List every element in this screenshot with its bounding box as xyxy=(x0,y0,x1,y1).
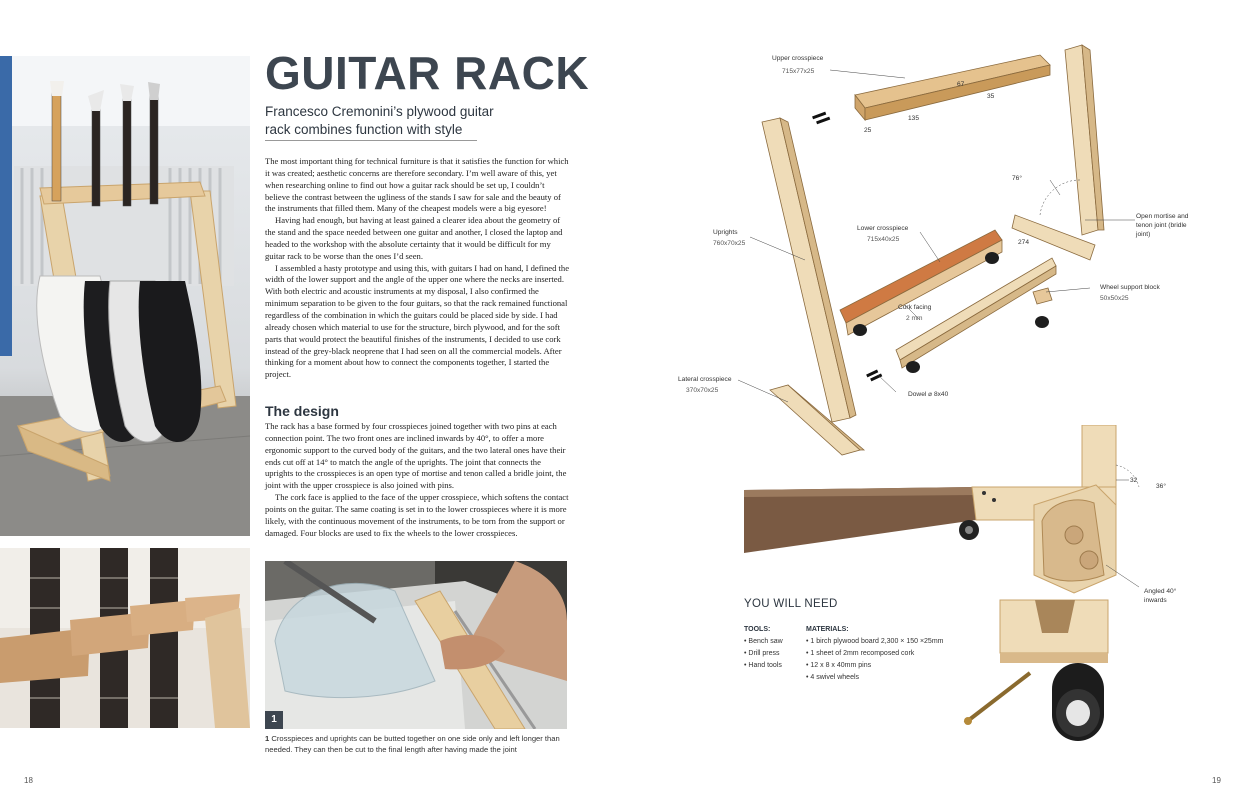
dim-67: 67 xyxy=(957,81,965,88)
paragraph: The rack has a base formed by four crosspieces joined together with two pins at each connection point. The two front ones are inclined inwards by 40°, to offer a more ergonomic support to the curved body of the guitars, and the two lateral ones have their ends cut off at 14° to match the angle of the uprights. The joint that connects the uprights to the crosspieces is an open type of mortise and tenon called a bridle joint, the joint with the upper crosspiece is also joined with pins. xyxy=(265,421,567,491)
guitar-necks-photo xyxy=(0,548,250,728)
dim-135: 135 xyxy=(908,115,920,122)
wheel xyxy=(906,361,920,373)
label-dim: 50x50x25 xyxy=(1100,295,1129,302)
label-angled: Angled 40° inwards xyxy=(1144,588,1177,604)
materials-heading: MATERIALS: xyxy=(806,626,849,633)
wheel xyxy=(853,324,867,336)
article-title: GUITAR RACK xyxy=(265,47,590,99)
label-dowel: Dowel ⌀ 8x40 xyxy=(908,391,949,398)
you-will-need-title: YOU WILL NEED xyxy=(744,598,838,610)
paragraph: Having had enough, but having at least gained a clearer idea about the geometry of the stand and the space needed between one guitar and another, I closed the laptop and headed to the workshop with the absolute certainty that it would be difficult for my guitar rack to be worse than the ones I’d seen. xyxy=(265,215,563,261)
tool-item: • Drill press xyxy=(744,650,780,657)
label-lower-crosspiece xyxy=(857,224,908,244)
page-number-left: 18 xyxy=(24,776,33,785)
exploded-diagram xyxy=(620,30,1140,460)
material-item: • 1 birch plywood board 2,300 × 150 ×25mm xyxy=(806,638,944,645)
label-text: Wheel support block xyxy=(1100,284,1160,291)
tools-list xyxy=(744,624,783,672)
tool-item: • Hand tools xyxy=(744,662,782,669)
caption-number: 1 xyxy=(265,734,270,743)
label-text: Upper crosspiece xyxy=(772,55,824,62)
tool-item: • Bench saw xyxy=(744,638,783,645)
material-item: • 12 x 8 x 40mm pins xyxy=(806,662,872,669)
joint-detail-diagram xyxy=(744,425,1144,600)
design-heading: The design xyxy=(265,403,339,419)
label-wheel-block xyxy=(1100,283,1160,303)
dim-32: 32 xyxy=(1130,477,1138,484)
label-text: Uprights xyxy=(713,229,738,236)
title-rule xyxy=(265,140,477,141)
label-lateral-crosspiece xyxy=(678,375,732,395)
angle-76: 76° xyxy=(1012,175,1022,182)
dim-25: 25 xyxy=(864,127,872,134)
label-cork-facing xyxy=(898,303,931,323)
label-dim: 2 mm xyxy=(906,315,923,322)
paragraph: The cork face is applied to the face of the upper crosspiece, which softens the contact points on the guitar. The same coating is set in to the lower crosspieces where it is more likely, with the continuous movement of the instruments, to be torn from the support or damaged. Four blocks are used to fix the wheels to the lower crosspieces. xyxy=(265,492,569,538)
paragraph: I assembled a hasty prototype and using this, with guitars I had on hand, I defined the width of the lower support and the angle of the upper one where the necks are inserted. With both electric and acoustic instruments at my disposal, I also confirmed the minimum separation to be given to the four guitars, so that the rack remained functional regardless of the combination in which the guitars could be placed side by side. I had already chosen which material to use for the structure, birch plywood, and for the soft parts that would protect the beautiful finishes of the instruments, I decided to use cork instead of the grey-black neoprene that I had seen on all the commercial models. After thinking for a moment about how to connect the components together, I started the project. xyxy=(265,262,570,380)
label-dim: 715x77x25 xyxy=(782,68,815,75)
photo-caption xyxy=(265,733,570,755)
label-dim: 715x40x25 xyxy=(867,236,900,243)
angle-36: 36° xyxy=(1156,483,1166,490)
label-text: Lateral crosspiece xyxy=(678,376,732,383)
wheel xyxy=(985,252,999,264)
design-body xyxy=(265,421,570,539)
label-open-mortise: Open mortise and tenon joint (bridle joint) xyxy=(1136,213,1189,238)
label-text: Cork facing xyxy=(898,304,932,311)
dim-274: 274 xyxy=(1018,239,1030,246)
wheel xyxy=(1035,316,1049,328)
caption-text: Crosspieces and uprights can be butted together on one side only and left longer than needed. They can then be cut to the final length after having made the joint xyxy=(265,734,560,754)
table-saw-photo xyxy=(265,561,567,729)
label-text: Lower crosspiece xyxy=(857,225,909,232)
wheel-block-diagram xyxy=(960,598,1130,750)
materials-list xyxy=(806,624,943,684)
left-upright-part xyxy=(762,118,850,422)
material-item: • 4 swivel wheels xyxy=(806,674,860,681)
dim-35: 35 xyxy=(987,93,995,100)
photo-badge: 1 xyxy=(271,714,277,725)
paragraph: The most important thing for technical furniture is that it satisfies the function for which it was created; aesthetic concerns are therefore secondary. I’m well aware of this, yet when researching online to find out how a guitar rack should be set up, I couldn’t believe the contrast between the ugliness of the stands I saw for sale and the beauty of the instruments that filled them. Many of the cheapest models were a big eyesore! xyxy=(265,156,569,214)
label-upper-crosspiece xyxy=(772,54,823,76)
guitar-rack-photo xyxy=(0,56,250,536)
page-number-right: 19 xyxy=(1212,776,1221,785)
label-dim: 370x70x25 xyxy=(686,387,719,394)
material-item: • 1 sheet of 2mm recomposed cork xyxy=(806,650,915,657)
label-dim: 760x70x25 xyxy=(713,240,746,247)
article-subtitle: Francesco Cremonini’s plywood guitar rack combines function with style xyxy=(265,104,494,137)
label-uprights xyxy=(713,228,745,248)
intro-body xyxy=(265,156,570,381)
tools-heading: TOOLS: xyxy=(744,626,771,633)
